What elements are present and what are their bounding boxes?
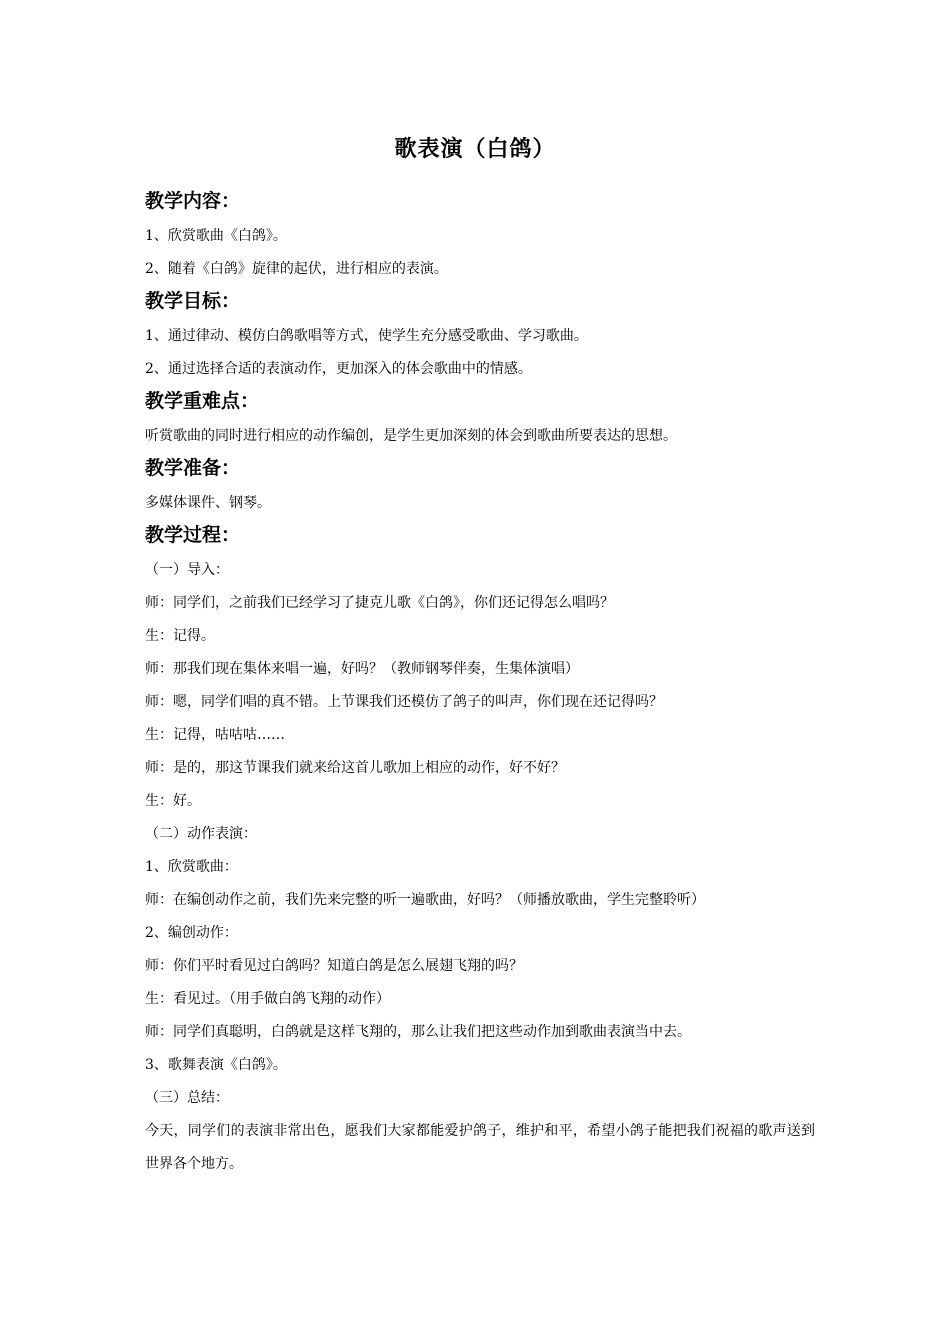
heading-teaching-prep: 教学准备： (145, 457, 241, 479)
content-line-2: 2、随着《白鸽》旋律的起伏，进行相应的表演。 (145, 261, 448, 277)
process-line-10: 1、欣赏歌曲： (145, 859, 238, 875)
process-line-3: 生：记得。 (145, 628, 215, 644)
process-line-12: 2、编创动作： (145, 925, 238, 941)
goals-line-1: 1、通过律动、模仿白鸽歌唱等方式，使学生充分感受歌曲、学习歌曲。 (145, 328, 588, 344)
heading-teaching-process: 教学过程： (145, 524, 241, 546)
keypoints-line-1: 听赏歌曲的同时进行相应的动作编创，是学生更加深刻的体会到歌曲所要表达的思想。 (145, 428, 677, 444)
process-line-15: 师：同学们真聪明，白鸽就是这样飞翔的，那么让我们把这些动作加到歌曲表演当中去。 (145, 1024, 691, 1040)
process-line-11: 师：在编创动作之前，我们先来完整的听一遍歌曲，好吗？（师播放歌曲，学生完整聆听） (145, 892, 705, 908)
content-line-1: 1、欣赏歌曲《白鸽》。 (145, 228, 287, 244)
process-line-8: 生：好。 (145, 793, 201, 809)
process-line-17: （三）总结： (145, 1090, 229, 1106)
document-title: 歌表演（白鸽） (394, 137, 556, 162)
document-body (145, 186, 815, 1181)
prep-line-1: 多媒体课件、钢琴。 (145, 495, 271, 511)
process-line-1: （一）导入： (145, 562, 229, 578)
process-line-7: 师：是的，那这节课我们就来给这首儿歌加上相应的动作，好不好？ (145, 760, 565, 776)
process-line-13: 师：你们平时看见过白鸽吗？知道白鸽是怎么展翅飞翔的吗？ (145, 958, 523, 974)
process-line-6: 生：记得，咕咕咕…… (145, 727, 285, 743)
heading-teaching-goals: 教学目标： (145, 290, 241, 312)
goals-line-2: 2、通过选择合适的表演动作，更加深入的体会歌曲中的情感。 (145, 361, 532, 377)
process-line-2: 师：同学们，之前我们已经学习了捷克儿歌《白鸽》，你们还记得怎么唱吗？ (145, 595, 614, 611)
heading-key-points: 教学重难点： (145, 390, 260, 412)
process-line-9: （二）动作表演： (145, 826, 257, 842)
process-line-14: 生：看见过。（用手做白鸽飞翔的动作） (145, 991, 390, 1007)
process-line-5: 师：嗯，同学们唱的真不错。上节课我们还模仿了鸽子的叫声，你们现在还记得吗？ (145, 694, 663, 710)
heading-teaching-content: 教学内容： (145, 190, 241, 212)
process-line-18: 今天，同学们的表演非常出色，愿我们大家都能爱护鸽子，维护和平，希望小鸽子能把我们祝福的歌声送到世界各个地方。 (145, 1123, 815, 1172)
process-line-16: 3、歌舞表演《白鸽》。 (145, 1057, 287, 1073)
process-line-4: 师：那我们现在集体来唱一遍，好吗？（教师钢琴伴奏，生集体演唱） (145, 661, 579, 677)
